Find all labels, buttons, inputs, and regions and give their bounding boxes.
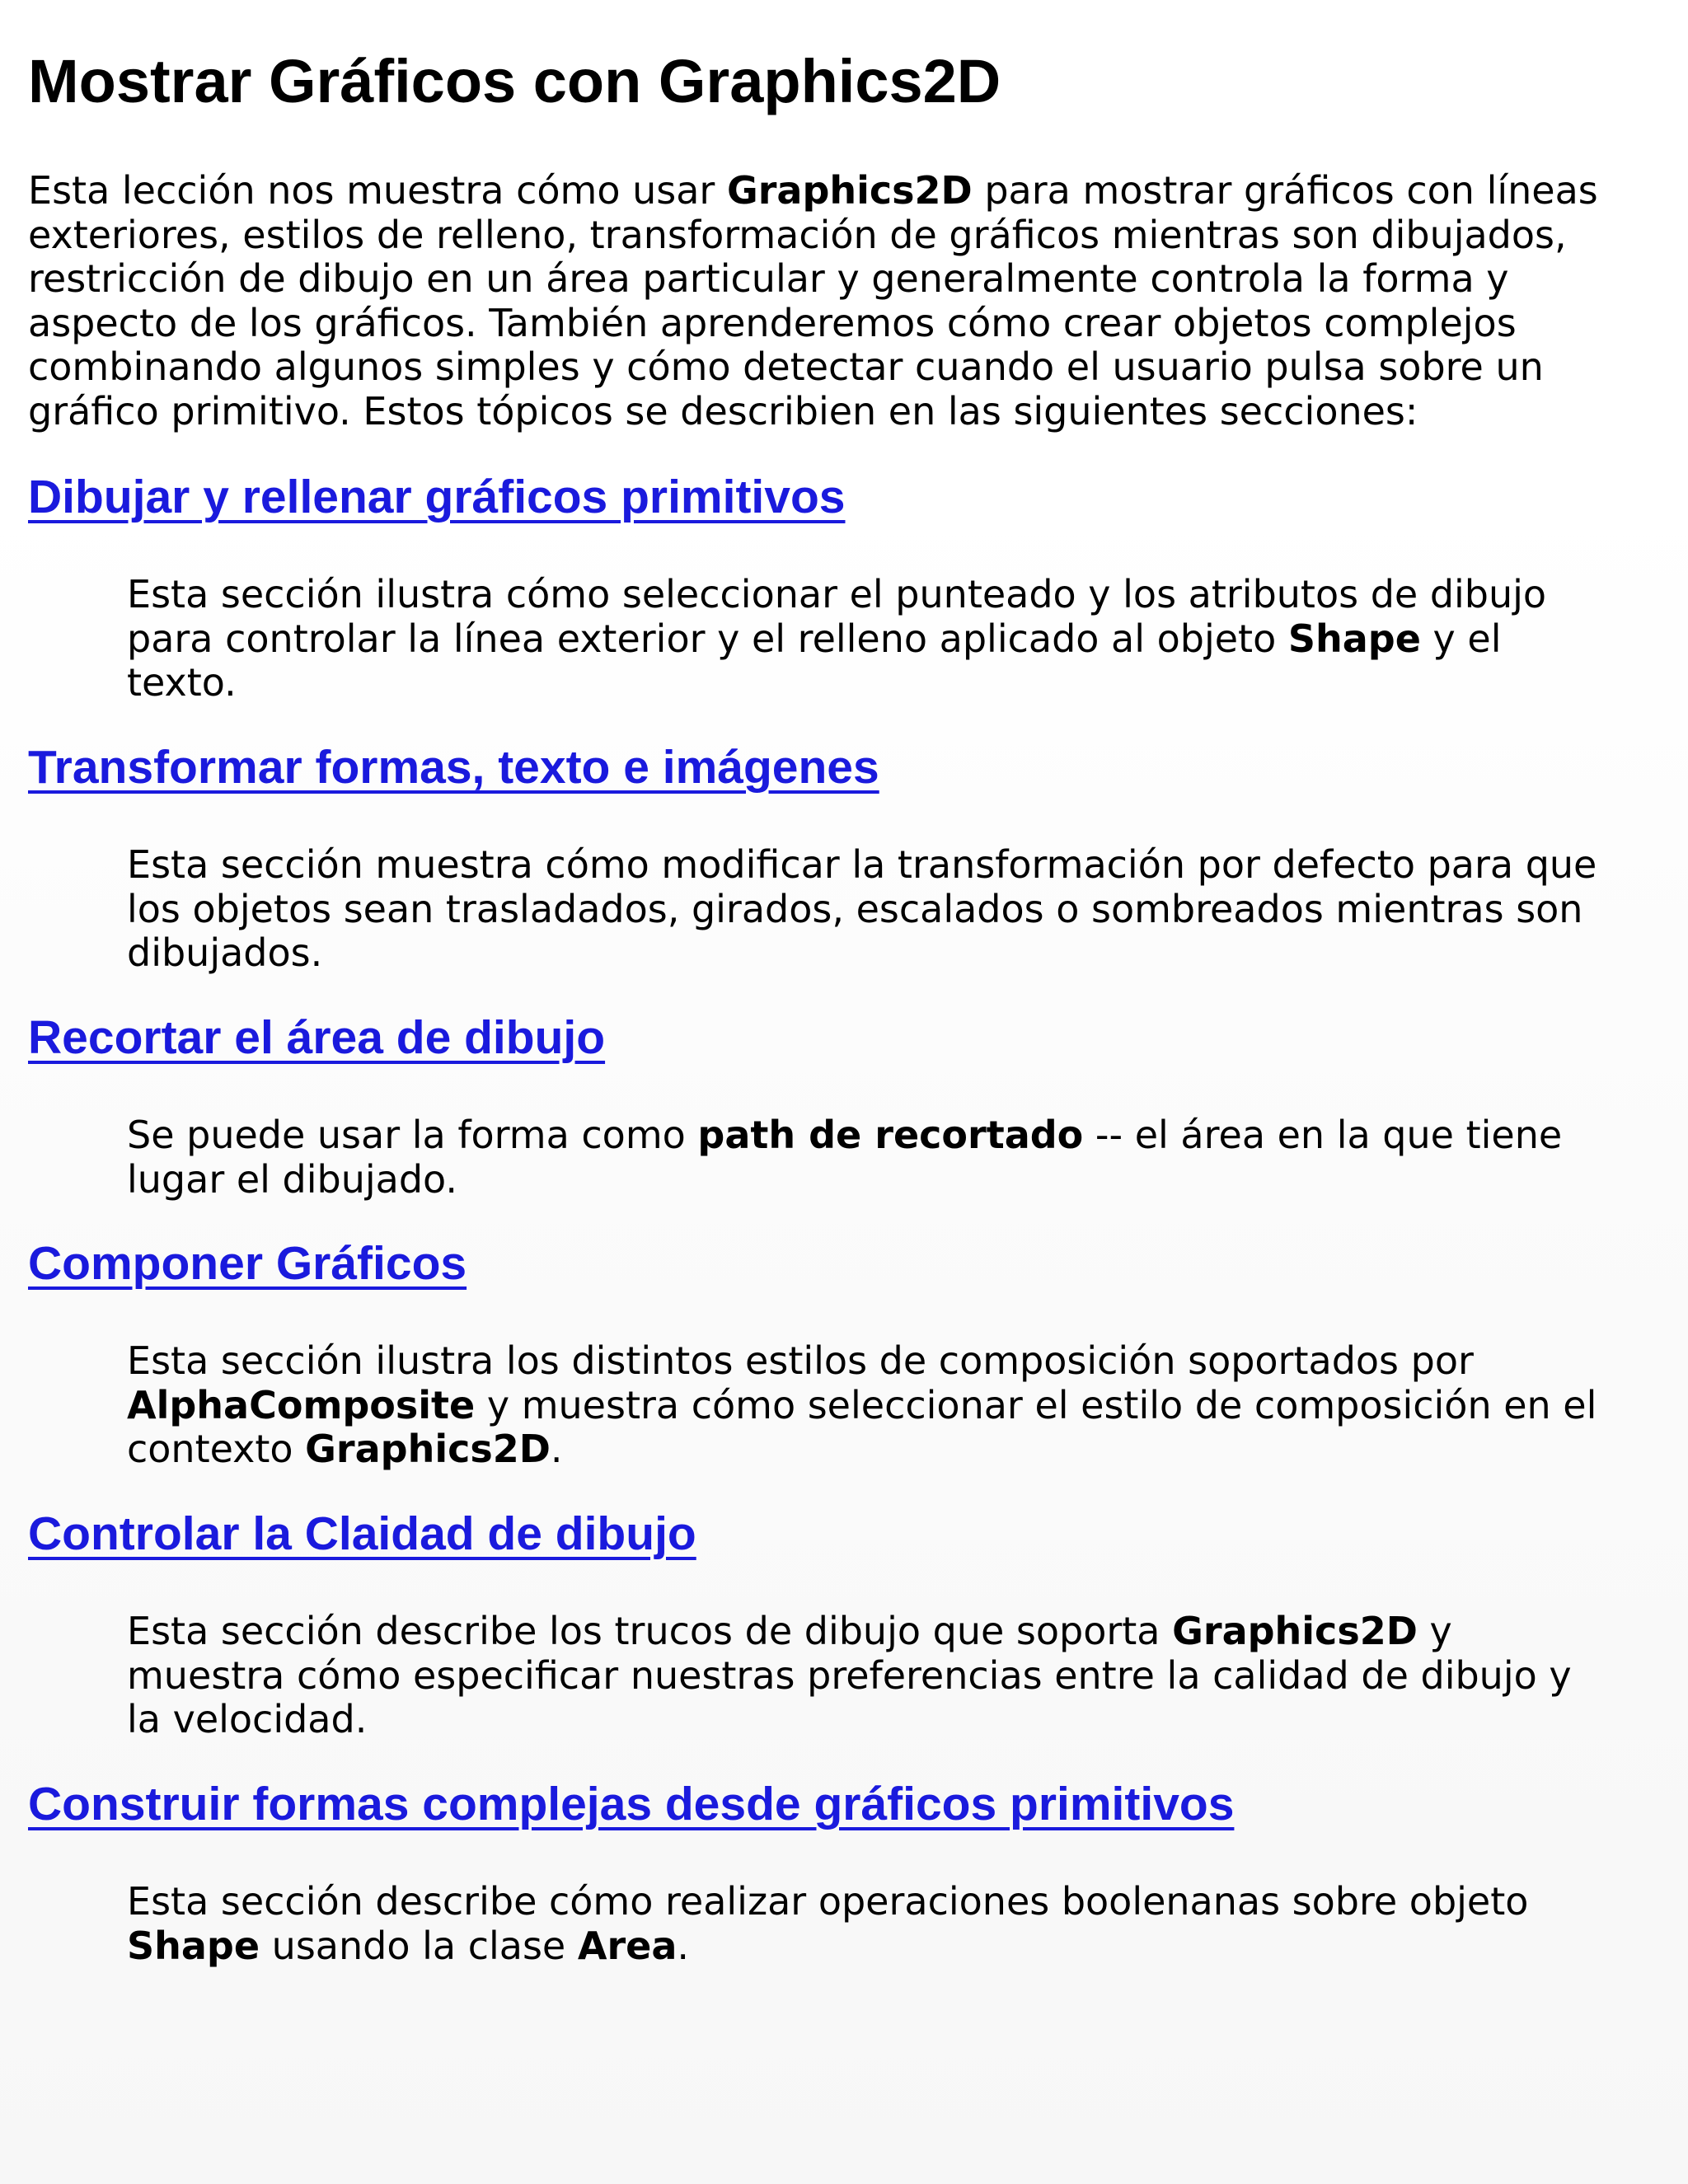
description-bold: Shape <box>127 1923 260 1968</box>
section-composite <box>28 1237 1660 1471</box>
section-description <box>127 1610 1602 1742</box>
description-text: Esta sección describe los trucos de dibujo que soporta <box>127 1609 1173 1653</box>
description-text: Esta sección ilustra cómo seleccionar el punteado y los atributos de dibujo para controlar la línea exterior y el relleno aplicado al objeto <box>127 572 1547 661</box>
section-description <box>127 1339 1602 1472</box>
description-bold: Area <box>577 1923 678 1968</box>
section-heading <box>28 471 1660 523</box>
description-text: . <box>550 1427 563 1471</box>
description-text: . <box>677 1923 689 1968</box>
link-transformar-formas[interactable]: Transformar formas, texto e imágenes <box>28 741 879 794</box>
description-text: -- el área en la que tiene lugar el dibujado. <box>127 1113 1563 1202</box>
description-text: Esta sección describe cómo realizar operaciones boolenanas sobre objeto <box>127 1879 1529 1924</box>
intro-text-1: Esta lección nos muestra cómo usar <box>28 168 727 213</box>
description-bold: Graphics2D <box>1172 1609 1418 1653</box>
section-description <box>127 843 1602 976</box>
description-text: y el texto. <box>127 616 1502 705</box>
section-heading <box>28 741 1660 794</box>
section-description <box>127 1113 1602 1202</box>
section-clip <box>28 1011 1660 1202</box>
intro-paragraph <box>28 169 1660 434</box>
section-heading <box>28 1011 1660 1064</box>
description-text: y muestra cómo seleccionar el estilo de composición en el contexto <box>127 1382 1597 1471</box>
section-quality <box>28 1507 1660 1741</box>
section-heading <box>28 1778 1660 1830</box>
description-text: Esta sección muestra cómo modificar la transformación por defecto para que los objetos sean trasladados, girados, escalados o sombreados mientras son dibujados. <box>127 842 1597 975</box>
description-bold: Shape <box>1287 616 1421 661</box>
description-bold: AlphaComposite <box>127 1382 476 1427</box>
link-recortar-area[interactable]: Recortar el área de dibujo <box>28 1011 606 1064</box>
description-text: y muestra cómo especificar nuestras preferencias entre la calidad de dibujo y la velocidad. <box>127 1609 1572 1741</box>
section-draw-fill <box>28 471 1660 705</box>
page-title: Mostrar Gráficos con Graphics2D <box>28 47 1001 115</box>
description-bold: path de recortado <box>697 1113 1084 1157</box>
description-text: Se puede usar la forma como <box>127 1113 698 1157</box>
section-complex-shapes <box>28 1778 1660 1968</box>
link-componer-graficos[interactable]: Componer Gráficos <box>28 1237 467 1290</box>
section-description <box>127 573 1602 705</box>
description-text: Esta sección ilustra los distintos estilos de composición soportados por <box>127 1338 1474 1383</box>
description-text: usando la clase <box>260 1923 578 1968</box>
link-dibujar-rellenar[interactable]: Dibujar y rellenar gráficos primitivos <box>28 471 846 523</box>
description-bold: Graphics2D <box>305 1427 551 1471</box>
intro-text-2: para mostrar gráficos con líneas exteriores, estilos de relleno, transformación de gráficos mientras son dibujados, restricción de dibujo en un área particular y generalmente controla la forma y aspecto de los gráficos. También aprenderemos cómo crear objetos complejos combinando algunos simples y cómo detectar cuando el usuario pulsa sobre un gráfico primitivo. Estos tópicos se describien en las siguientes secciones: <box>28 168 1598 434</box>
section-heading <box>28 1507 1660 1560</box>
link-controlar-calidad[interactable]: Controlar la Claidad de dibujo <box>28 1507 696 1560</box>
section-transform <box>28 741 1660 975</box>
section-heading <box>28 1237 1660 1290</box>
intro-bold-graphics2d: Graphics2D <box>726 168 973 213</box>
link-construir-formas[interactable]: Construir formas complejas desde gráficos primitivos <box>28 1778 1235 1830</box>
section-description <box>127 1880 1602 1968</box>
